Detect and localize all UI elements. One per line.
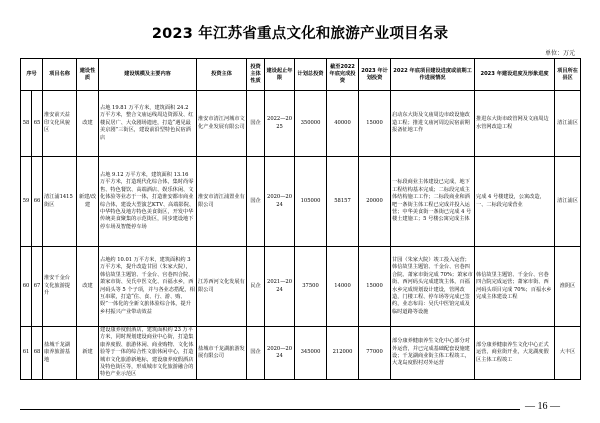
row-content: 占地 9.12 万平方米，建筑面积 13.16 万平方米，打造现代化综合体，集时尚零售、特色餐饮、高端酒店、娱乐休闲、文化体验等业态于一体，打造淮安都市商业综合体，建设大型演艺KTV、高端影院、中华特色及地方特色美食街区，开发中华传统美食聚集的示范街区，同步建设地下停车场及智能停车场: [99, 157, 197, 247]
row-name: 淮安千金台文化旅游提升: [43, 247, 77, 327]
col-header-seq: 序号: [21, 59, 43, 91]
row-nature: 改建: [77, 247, 99, 327]
row-period: 2020—2024: [265, 157, 295, 247]
row-nature: 改建: [77, 91, 99, 157]
row-content: 占地 19.81 万平方米，建筑面积 24.2 万平方米，整合文庙运线周边资源及、红楼民居广、大众剧场遗迹，打造“遇见最美京剧”三街区，建设前沿型特色民宿酒店: [99, 91, 197, 157]
row-investor-type: 民企: [247, 247, 265, 327]
row-county: 大丰区: [555, 327, 581, 380]
col-header-nature: 建设性质: [77, 59, 99, 91]
unit-label: 单位：万元: [544, 50, 575, 57]
row-county: 淮阴区: [555, 247, 581, 327]
table-row: [21, 157, 581, 247]
row-county: 清江浦区: [555, 91, 581, 157]
row-seq: 59: [21, 157, 32, 247]
row-seq: 61: [21, 327, 32, 380]
row-nature: 新建/改建: [77, 157, 99, 247]
row-done: 212000: [327, 327, 359, 380]
row-progress-2022: 甘园（朱家大院）竣工投入运营；韩信故里主题馆、千金台、官巷四合院、萧家市街完成 70%；萧家市街、西河码头完成建筑主体，百福水乡完成规划设计建设，管网改造，门楼工程、停车场等完成已签约，业态布局：吴氏中医馆完成及临时道路等设施: [391, 247, 475, 327]
row-done: 14000: [327, 247, 359, 327]
row-idx: 65: [32, 91, 43, 157]
row-done: 40000: [327, 91, 359, 157]
row-investor: 江苏西河文化发展有限公司: [197, 247, 247, 327]
table-row: [21, 247, 581, 327]
row-idx: 66: [32, 157, 43, 247]
row-idx: 67: [32, 247, 43, 327]
row-seq: 58: [21, 91, 32, 157]
row-progress-2022: 一标段商业主体建设已完成，地下工程结构基本完成；二标段完成主体结构施工工作；二标段商业和酒吧一条街主体工程已完成并投入运营；中华美食街一条街已完成 4 号楼土建施工；5 号楼公寓完成主体: [391, 157, 475, 247]
row-plan: 15000: [359, 247, 391, 327]
row-investor-type: 国企: [247, 157, 265, 247]
row-investor: 淮安市清江河城市文化产业发展有限公司: [197, 91, 247, 157]
row-progress-2023: 部分康养健康养生文化中心正式运营，商业街开业，大龙湖度假区主体工程竣工: [475, 327, 555, 380]
col-header-plan: 2023 年计划投资: [359, 59, 391, 91]
row-content: 占地约 10.01 万平方米，建筑面积约 3 万平方米，提升改造甘园（朱家大院），韩信故里主题馆、千金台、官巷四合院、萧家市街、吴氏中医文化、百福水乡，西河码头等 5 个子项，并与各业态搭配，相互串联，打造“住、食、行、游、购、娱”一体化的全新文旅体验综合体，提升乡村振兴产业带动效益: [99, 247, 197, 327]
row-plan: 77000: [359, 327, 391, 380]
col-header-county: 项目所在县区: [555, 59, 581, 91]
col-header-name: 项目名称: [43, 59, 77, 91]
row-content: 建设康养度假酒店，建筑面积约 23 万平方米，同时规划建设商业中心街，打造集康养度假、旅游休闲、商业购物、文化体验等于一体的综合性文旅休闲中心，打造城市文化旅游新地标，建设康养度假酒店及特色街区等，形成城市文化旅游融合的特色产业示范区: [99, 327, 197, 380]
col-header-total: 计划总投资: [295, 59, 327, 91]
row-investor-type: 国企: [247, 327, 265, 380]
row-name: 淮安前天益印文化风貌区: [43, 91, 77, 157]
project-table: [20, 58, 581, 380]
row-period: 2021—2024: [265, 247, 295, 327]
table-row: [21, 327, 581, 380]
col-header-investor: 投资主体: [197, 59, 247, 91]
document-title: 2023 年江苏省重点文化和旅游产业项目名录: [151, 26, 449, 42]
row-progress-2022: 启动东大街及文庙周边市政设施改造工程；推进文庙河周边民宿前期报备征地工作: [391, 91, 475, 157]
page-number: — 16 —: [525, 401, 560, 412]
row-investor-type: 国企: [247, 91, 265, 157]
row-period: 2022—2025: [265, 91, 295, 157]
row-name: 盐城千龙湖康养旅游基地: [43, 327, 77, 380]
row-total: 37500: [295, 247, 327, 327]
row-period: 2020—2024: [265, 327, 295, 380]
row-total: 350000: [295, 91, 327, 157]
row-investor: 盐城市千龙湖旅游发展有限公司: [197, 327, 247, 380]
table-row: [21, 91, 581, 157]
row-nature: 新建: [77, 327, 99, 380]
row-progress-2023: 完成 4 号楼建设，公寓改造，一、二标段完成营业: [475, 157, 555, 247]
col-header-progress-2022: 2022 年底项目建设进度或前期工作进展情况: [391, 59, 475, 91]
row-idx: 68: [32, 327, 43, 380]
col-header-period: 建设起止年限: [265, 59, 295, 91]
row-progress-2022: 部分康养健康养生文化中心部分对外运营，并已完成基础配套设施建设；千龙湖商业街主体工程竣工，大龙岛度假村对外运营: [391, 327, 475, 380]
row-plan: 20000: [359, 157, 391, 247]
col-header-investor-type: 投资主体性质: [247, 59, 265, 91]
row-name: 清江浦1415 街区: [43, 157, 77, 247]
footer-divider: [20, 409, 520, 410]
row-seq: 60: [21, 247, 32, 327]
col-header-content: 建设规模及主要内容: [99, 59, 197, 91]
table-header-row: [21, 59, 581, 91]
row-done: 58157: [327, 157, 359, 247]
row-progress-2023: 推进东大街市政管网及文庙周边水管网改造工程: [475, 91, 555, 157]
row-plan: 15000: [359, 91, 391, 157]
col-header-progress-2023: 2023 年建设进度及形象进度: [475, 59, 555, 91]
row-total: 105000: [295, 157, 327, 247]
row-investor: 淮安市清江浦置业有限公司: [197, 157, 247, 247]
row-county: 清江浦区: [555, 157, 581, 247]
col-header-done: 截至2022年底完成投资: [327, 59, 359, 91]
row-total: 345000: [295, 327, 327, 380]
row-progress-2023: 韩信故里主题馆、千金台、官巷四合院完成运营；萧家市街、西河码头项目完成 70%；百福水乡完成主体建设工程: [475, 247, 555, 327]
